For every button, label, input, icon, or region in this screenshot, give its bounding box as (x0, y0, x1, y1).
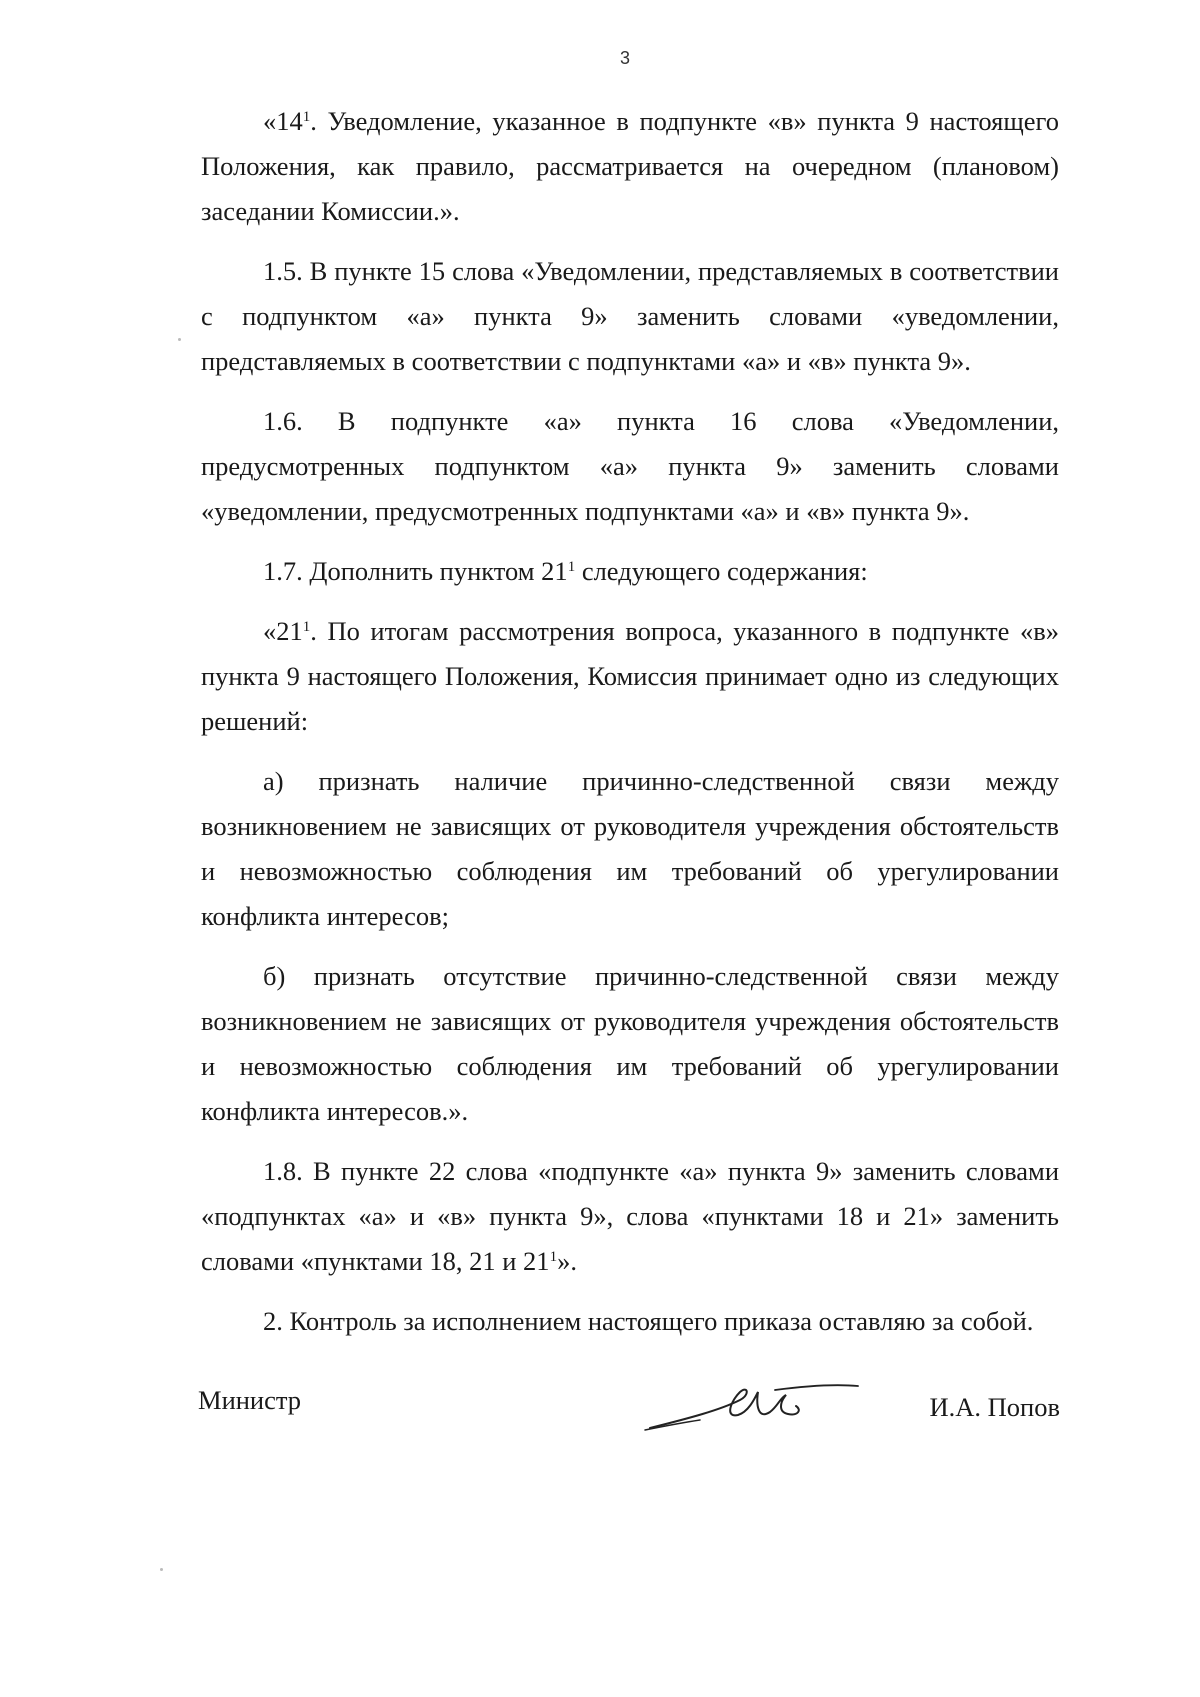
signature-block (180, 1370, 1060, 1450)
document-body (201, 99, 1059, 1359)
paragraph-1-5: 1.5. В пункте 15 слова «Уведомлении, представляемых в соответствии с подпунктом «а» пункта 9» заменить словами «уведомлении, представляемых в соответствии с подпунктами «а» и «в» пункта 9». (201, 256, 1059, 376)
paragraph-item-b: б) признать отсутствие причинно-следственной связи между возникновением не зависящих от руководителя учреждения обстоятельств и невозможностью соблюдения им требований об урегулировании конфликта интересов.». (201, 961, 1059, 1126)
superscript: 1 (549, 1249, 558, 1265)
signatory-name: И.А. Попов (929, 1392, 1060, 1422)
paragraph-1-7 (201, 549, 1059, 594)
scan-speck (178, 338, 181, 341)
paragraph-1-8-text: ». (557, 1246, 577, 1276)
paragraph-14-1-lead: «14 (263, 106, 303, 136)
paragraph-1-6: 1.6. В подпункте «а» пункта 16 слова «Уведомлении, предусмотренных подпунктом «а» пункта 9» заменить словами «уведомлении, предусмотренных подпунктами «а» и «в» пункта 9». (201, 406, 1059, 526)
paragraph-2: 2. Контроль за исполнением настоящего приказа оставляю за собой. (263, 1306, 1034, 1336)
handwritten-signature (630, 1370, 860, 1440)
paragraph-1-8-lead: 1.8. В пункте 22 слова «подпункте «а» пункта 9» заменить словами «подпунктах «а» и «в» пункта 9», слова «пунктами 18 и 21» заменить словами «пунктами 18, 21 и 21 (201, 1156, 1059, 1276)
paragraph-21-1 (201, 609, 1059, 744)
paragraph-1-7-text: следующего содержания: (575, 556, 868, 586)
paragraph-14-1 (201, 99, 1059, 234)
superscript: 1 (302, 619, 311, 635)
signatory-title: Министр (198, 1385, 302, 1415)
paragraph-1-7-lead: 1.7. Дополнить пунктом 21 (263, 556, 568, 586)
paragraph-1-8 (201, 1149, 1059, 1284)
superscript: 1 (567, 559, 576, 575)
page-number: 3 (619, 48, 630, 68)
paragraph-14-1-text: . Уведомление, указанное в подпункте «в» пункта 9 настоящего Положения, как правило, рассматривается на очередном (плановом) заседании Комиссии.». (201, 106, 1059, 226)
paragraph-21-1-text: . По итогам рассмотрения вопроса, указанного в подпункте «в» пункта 9 настоящего Положения, Комиссия принимает одно из следующих решений: (201, 616, 1059, 736)
scan-speck (160, 1568, 163, 1571)
superscript: 1 (302, 109, 311, 125)
paragraph-21-1-lead: «21 (263, 616, 303, 646)
paragraph-item-a: а) признать наличие причинно-следственной связи между возникновением не зависящих от руководителя учреждения обстоятельств и невозможностью соблюдения им требований об урегулировании конфликта интересов; (201, 766, 1059, 931)
